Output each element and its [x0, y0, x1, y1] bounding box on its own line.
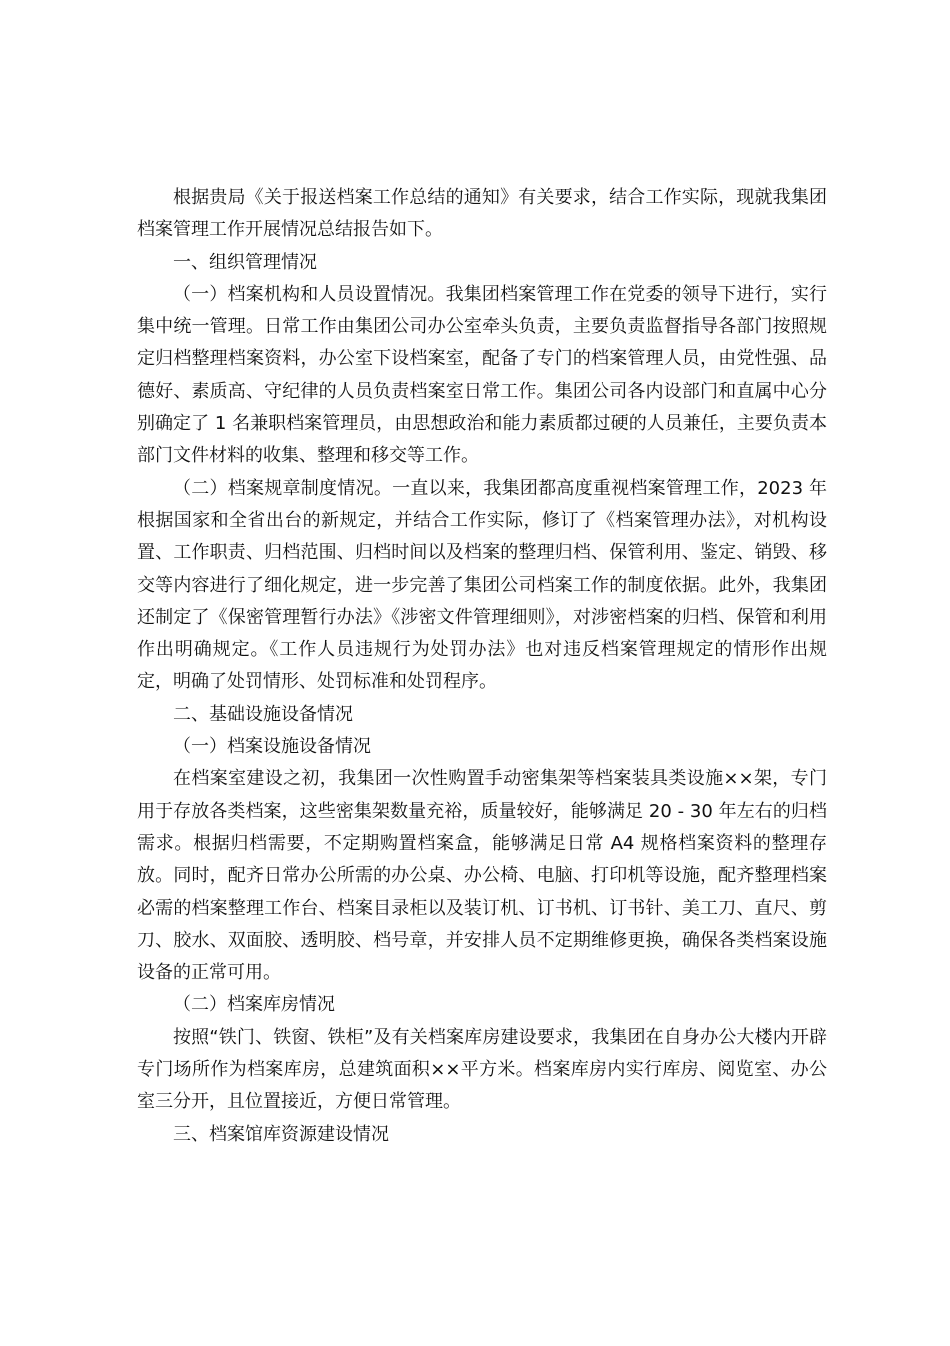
- section-heading-3: 三、档案馆库资源建设情况: [173, 1123, 389, 1145]
- section-heading-2: 二、基础设施设备情况: [173, 703, 353, 725]
- section-heading-1: 一、组织管理情况: [173, 251, 317, 273]
- paragraph-storage: 按照“铁门、铁窗、铁柜”及有关档案库房建设要求，我集团在自身办公大楼内开辟专门场所作为档案库房，总建筑面积××平方米。档案库房内实行库房、阅览室、办公室三分开，且位置接近，方便日常管理。: [137, 1026, 827, 1113]
- subsection-heading-facilities: （一）档案设施设备情况: [173, 736, 371, 758]
- paragraph-regulations: （二）档案规章制度情况。一直以来，我集团都高度重视档案管理工作，2023 年根据国家和全省出台的新规定，并结合工作实际，修订了《档案管理办法》，对机构设置、工作职责、归档范围、归档时间以及档案的整理归档、保管利用、鉴定、销毁、移交等内容进行了细化规定，进一步完善了集团公司档案工作的制度依据。此外，我集团还制定了《保密管理暂行办法》《涉密文件管理细则》，对涉密档案的归档、保管和利用作出明确规定。《工作人员违规行为处罚办法》也对违反档案管理规定的情形作出规定，明确了处罚情形、处罚标准和处罚程序。: [137, 477, 827, 693]
- intro-paragraph: 根据贵局《关于报送档案工作总结的通知》有关要求，结合工作实际，现就我集团档案管理工作开展情况总结报告如下。: [137, 187, 827, 241]
- paragraph-facilities: 在档案室建设之初，我集团一次性购置手动密集架等档案装具类设施××架，专门用于存放各类档案，这些密集架数量充裕，质量较好，能够满足 20 - 30 年左右的归档需求。根据归档需要，不定期购置档案盒，能够满足日常 A4 规格档案资料的整理存放。同时，配齐日常办公所需的办公桌、办公椅、电脑、打印机等设施，配齐整理档案必需的档案整理工作台、档案目录柜以及装订机、订书机、订书针、美工刀、直尺、剪刀、胶水、双面胶、透明胶、档号章，并安排人员不定期维修更换，确保各类档案设施设备的正常可用。: [137, 768, 827, 984]
- document-body: [137, 182, 827, 1151]
- subsection-heading-storage: （二）档案库房情况: [173, 994, 335, 1016]
- paragraph-organization: （一）档案机构和人员设置情况。我集团档案管理工作在党委的领导下进行，实行集中统一管理。日常工作由集团公司办公室牵头负责，主要负责监督指导各部门按照规定归档整理档案资料，办公室下设档案室，配备了专门的档案管理人员，由党性强、品德好、素质高、守纪律的人员负责档案室日常工作。集团公司各内设部门和直属中心分别确定了 1 名兼职档案管理员，由思想政治和能力素质都过硬的人员兼任，主要负责本部门文件材料的收集、整理和移交等工作。: [137, 283, 827, 467]
